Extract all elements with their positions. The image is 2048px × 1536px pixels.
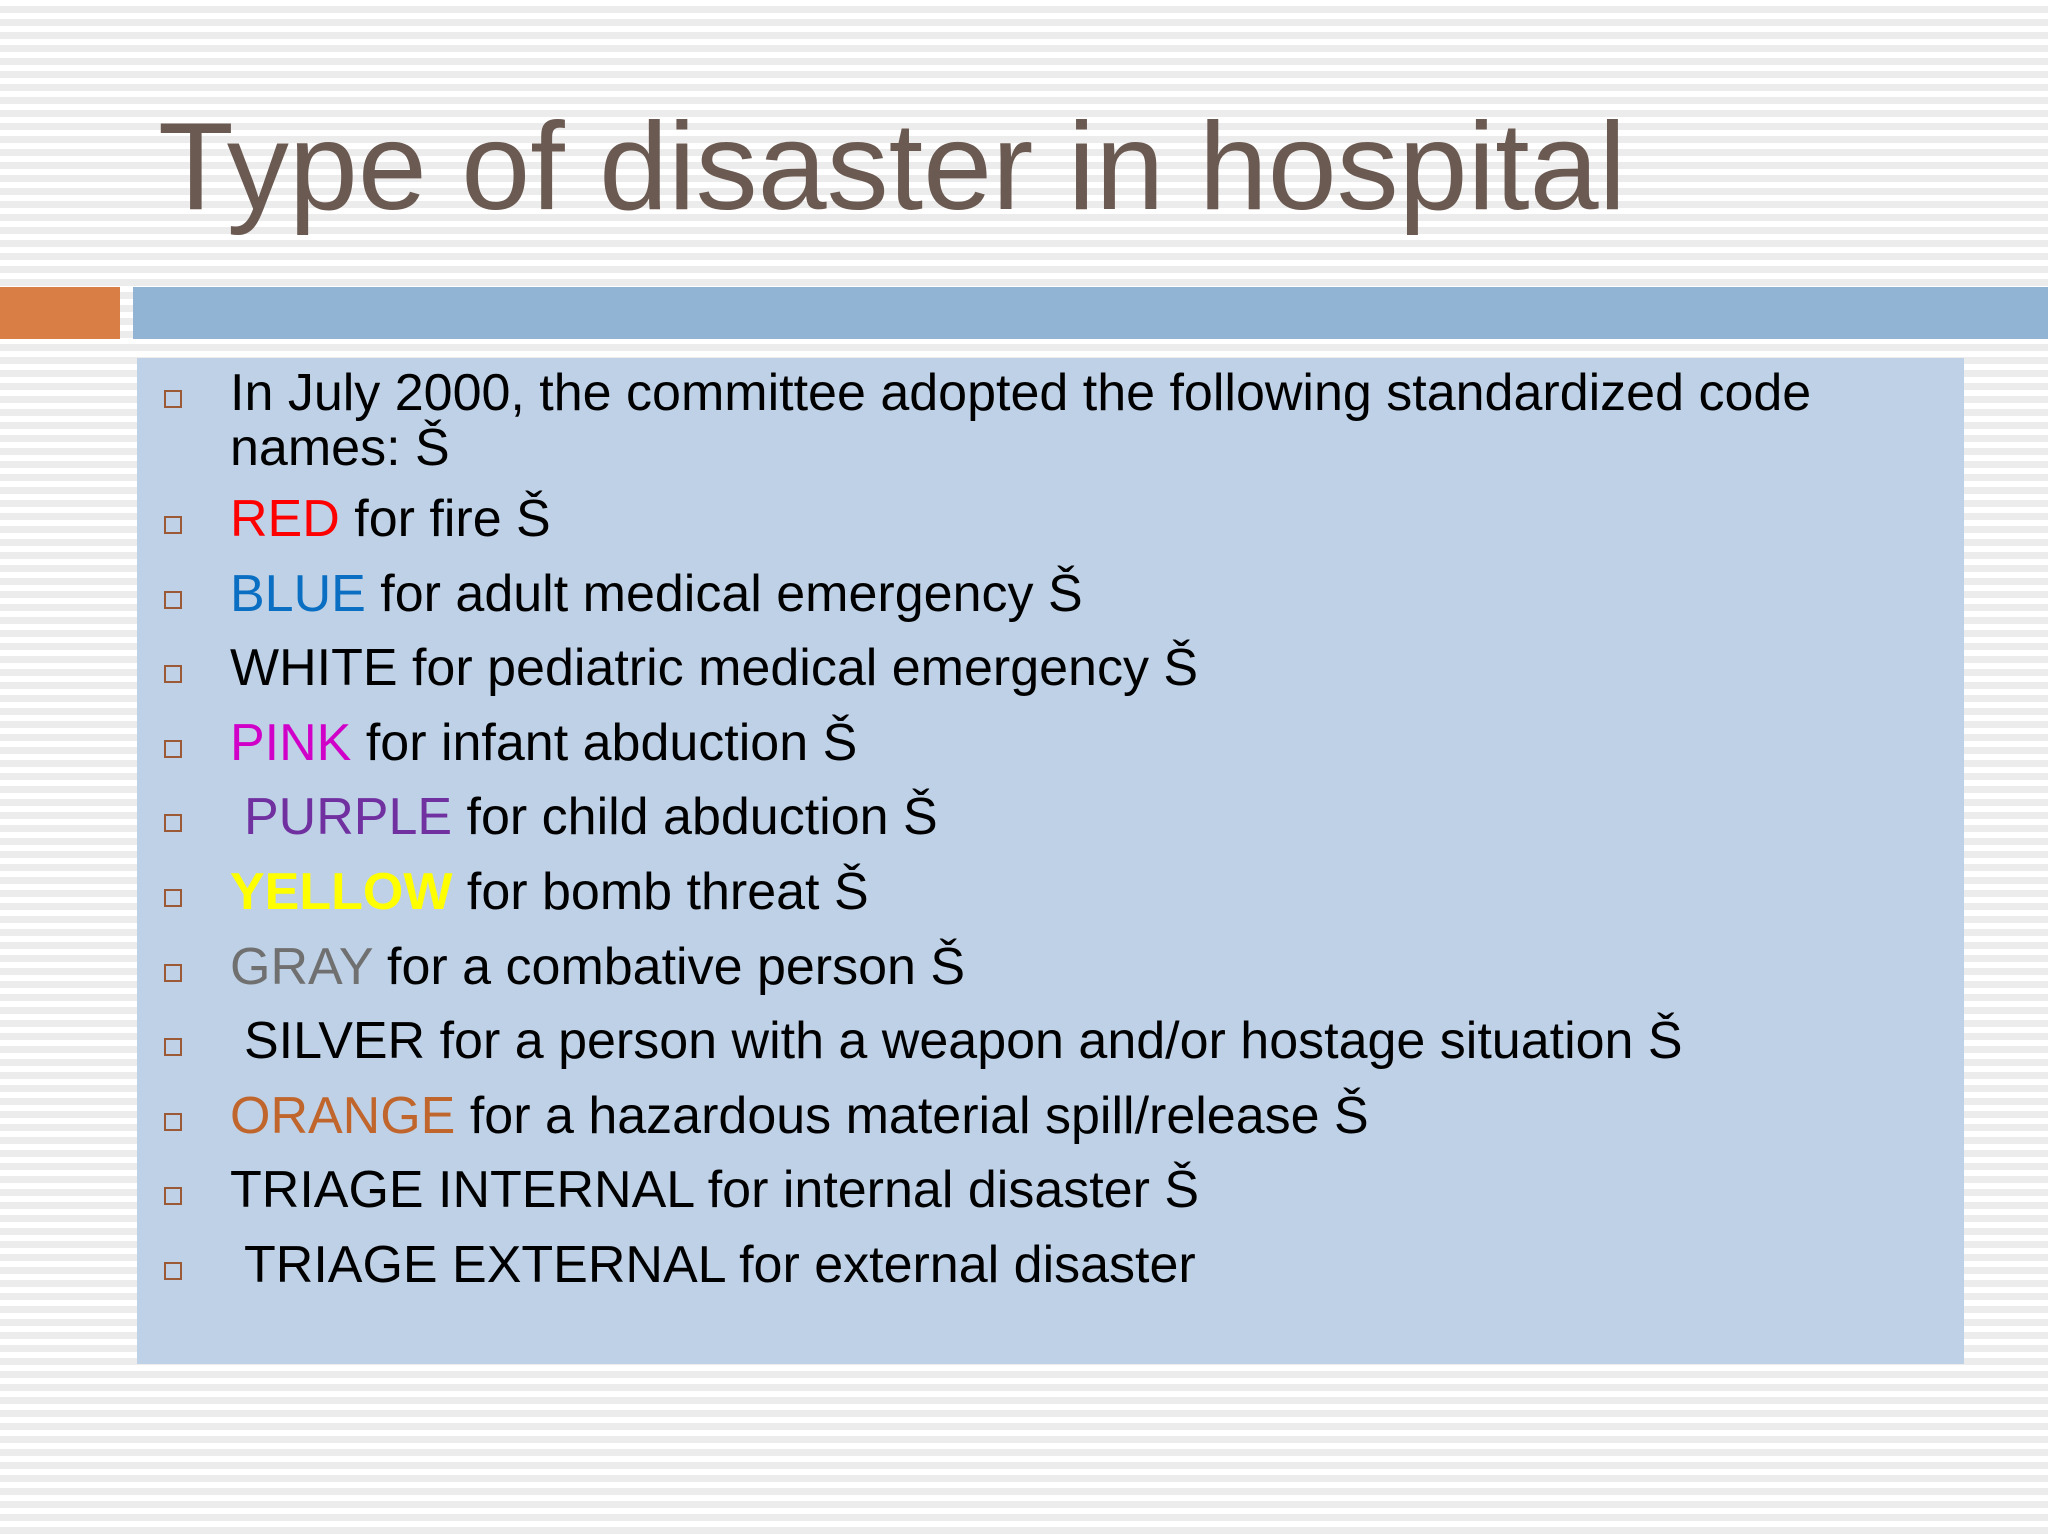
list-item (230, 1014, 1930, 1069)
bullet-text: for a combative person Š (372, 938, 966, 996)
code-name-yellow: YELLOW (230, 863, 453, 921)
hollow-square-icon (164, 740, 182, 758)
bullet-text: for internal disaster Š (693, 1161, 1200, 1219)
list-item (230, 1163, 1930, 1218)
content-box (137, 358, 1964, 1364)
bullet-text: for a person with a weapon and/or hostage situation Š (425, 1012, 1683, 1070)
code-name-white: WHITE (230, 639, 398, 697)
hollow-square-icon (164, 591, 182, 609)
hollow-square-icon (164, 1113, 182, 1131)
hollow-square-icon (164, 1262, 182, 1280)
list-item (230, 366, 1930, 476)
bullet-text: for infant abduction Š (351, 714, 858, 772)
bullet-text: In July 2000, the committee adopted the following standardized code names: Š (230, 364, 1812, 477)
accent-bar-orange (0, 287, 120, 339)
list-item (230, 790, 1930, 845)
bullet-text: for adult medical emergency Š (365, 565, 1083, 623)
code-name-purple: PURPLE (244, 788, 453, 846)
hollow-square-icon (164, 1187, 182, 1205)
list-item (230, 641, 1930, 696)
list-item (230, 716, 1930, 771)
code-name-triage-external: TRIAGE EXTERNAL (244, 1236, 725, 1294)
hollow-square-icon (164, 665, 182, 683)
list-item (230, 865, 1930, 920)
hollow-square-icon (164, 814, 182, 832)
bullet-text: for child abduction Š (452, 788, 938, 846)
hollow-square-icon (164, 889, 182, 907)
code-name-red: RED (230, 490, 340, 548)
list-item (230, 567, 1930, 622)
accent-bar-blue (133, 287, 2048, 339)
bullet-text: for fire Š (339, 490, 551, 548)
code-name-triage-internal: TRIAGE INTERNAL (230, 1161, 694, 1219)
code-name-silver: SILVER (244, 1012, 426, 1070)
list-item (230, 492, 1930, 547)
bullet-text: for bomb threat Š (452, 863, 869, 921)
code-name-orange: ORANGE (230, 1087, 456, 1145)
code-name-blue: BLUE (230, 565, 366, 623)
hollow-square-icon (164, 516, 182, 534)
list-item (230, 1089, 1930, 1144)
list-item (230, 940, 1930, 995)
hollow-square-icon (164, 390, 182, 408)
slide-title: Type of disaster in hospital (158, 98, 1627, 236)
bullet-text: for a hazardous material spill/release Š (455, 1087, 1369, 1145)
hollow-square-icon (164, 964, 182, 982)
list-item (230, 1238, 1930, 1293)
bullet-text: for pediatric medical emergency Š (397, 639, 1199, 697)
hollow-square-icon (164, 1038, 182, 1056)
code-name-gray: GRAY (230, 938, 373, 996)
code-name-pink: PINK (230, 714, 352, 772)
bullet-text: for external disaster (724, 1236, 1196, 1294)
